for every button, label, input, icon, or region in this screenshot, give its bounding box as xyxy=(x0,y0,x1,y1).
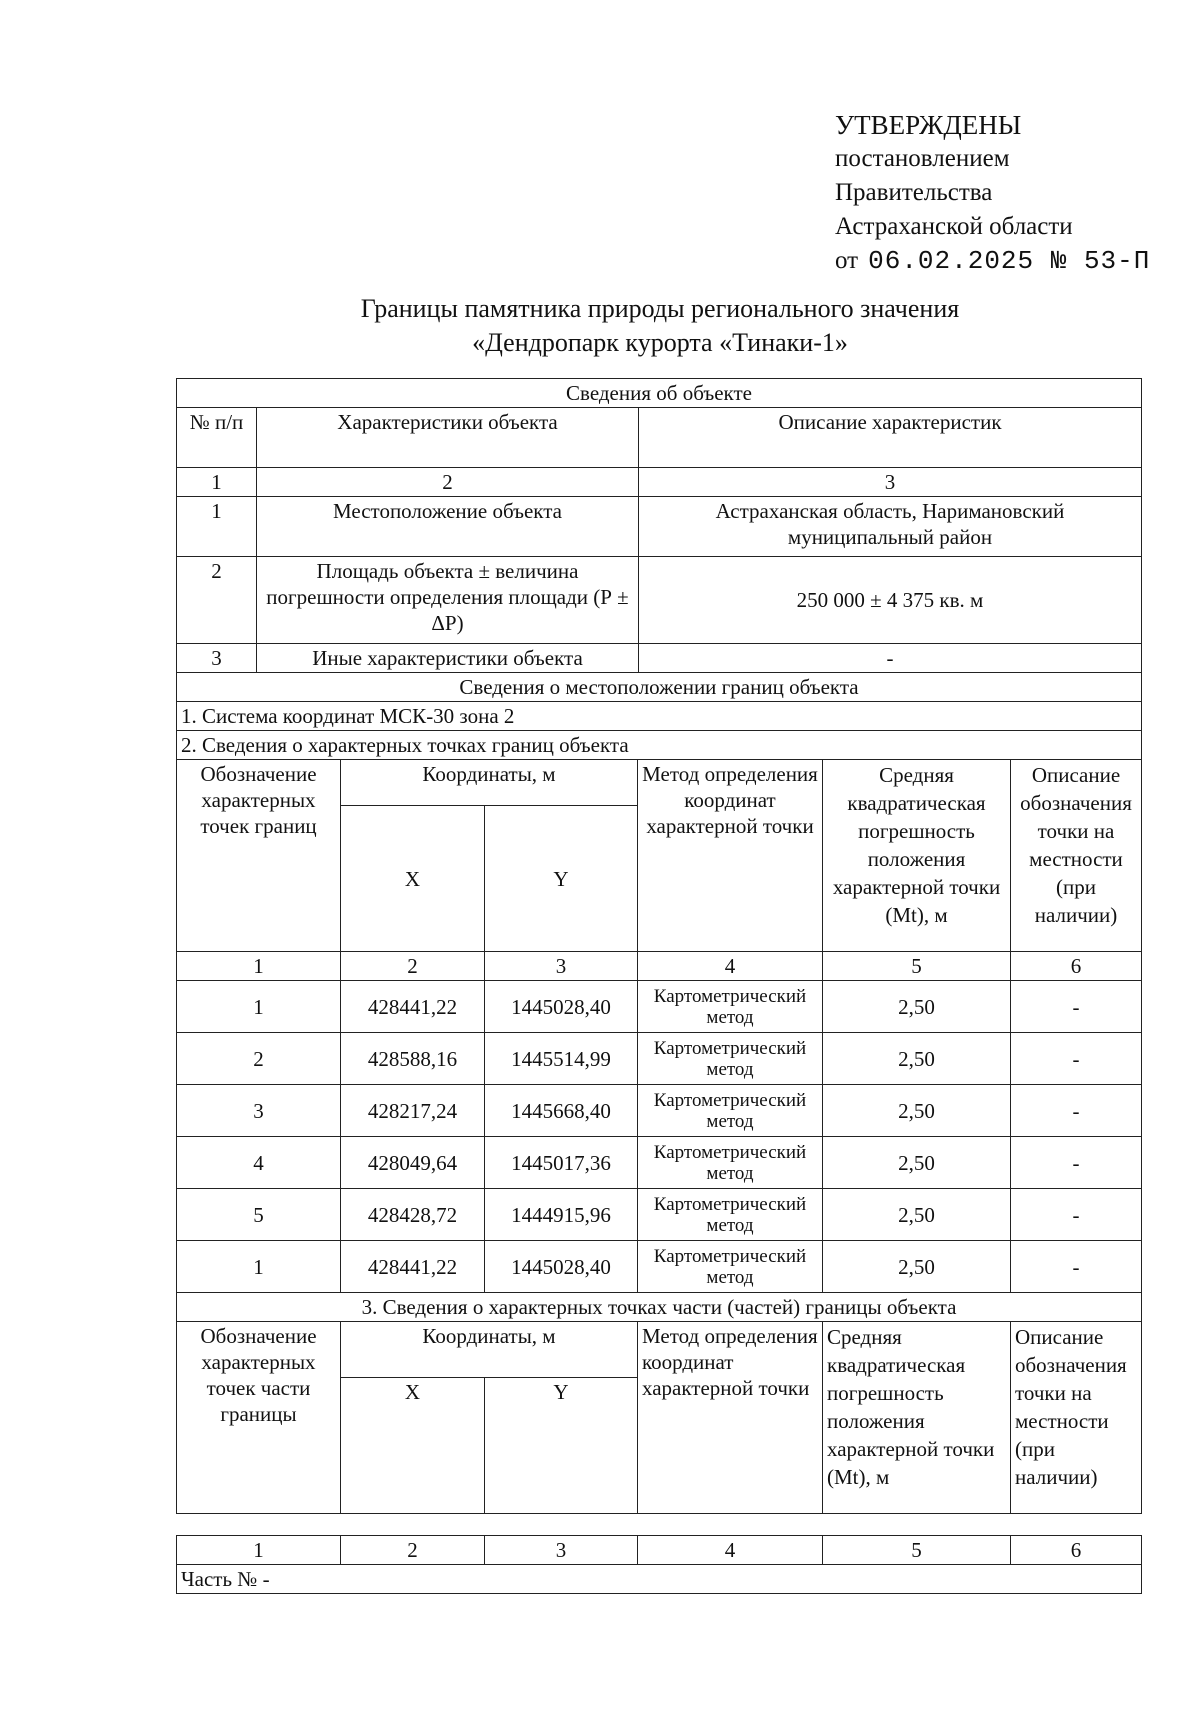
document-title xyxy=(300,292,1020,360)
point-error: 2,50 xyxy=(823,1137,1011,1189)
point-x: 428428,72 xyxy=(341,1189,485,1241)
point-description: - xyxy=(1011,1189,1142,1241)
coordinate-system: 1. Система координат МСК-30 зона 2 xyxy=(177,702,1142,731)
document-title-line-1: Границы памятника природы регионального значения xyxy=(360,294,960,323)
approval-stamp xyxy=(835,108,1150,278)
point-description: - xyxy=(1011,1033,1142,1085)
part-section-title: 3. Сведения о характерных точках части (частей) границы объекта xyxy=(177,1293,1142,1322)
num-cell: 5 xyxy=(823,1536,1011,1565)
point-description: - xyxy=(1011,1085,1142,1137)
point-id: 3 xyxy=(177,1085,341,1137)
point-method: Картометрический метод xyxy=(638,1189,823,1241)
object-header-block xyxy=(176,378,1142,468)
col-header-characteristics: Характеристики объекта xyxy=(257,408,639,468)
characteristic-value: Астраханская область, Наримановский муниципальный район xyxy=(639,497,1142,557)
point-y: 1445017,36 xyxy=(485,1137,638,1189)
num-cell: 1 xyxy=(177,468,257,497)
points-section-title: 2. Сведения о характерных точках границ объекта xyxy=(177,731,1142,760)
object-section-title: Сведения об объекте xyxy=(177,379,1142,408)
header-x: X xyxy=(341,806,485,952)
point-id: 1 xyxy=(177,981,341,1033)
num-cell: 2 xyxy=(341,1536,485,1565)
point-id: 1 xyxy=(177,1241,341,1293)
point-id: 5 xyxy=(177,1189,341,1241)
point-description: - xyxy=(1011,981,1142,1033)
table-row xyxy=(177,1241,1142,1293)
point-error: 2,50 xyxy=(823,1033,1011,1085)
point-y: 1445028,40 xyxy=(485,1241,638,1293)
object-header-table xyxy=(176,378,1142,468)
num-cell: 4 xyxy=(638,952,823,981)
header-description: Описание обозначения точки на местности (при наличии) xyxy=(1011,760,1142,952)
num-cell: 1 xyxy=(177,952,341,981)
row-no: 3 xyxy=(177,644,257,673)
part-label: Часть № - xyxy=(177,1565,1142,1594)
characteristic-name: Местоположение объекта xyxy=(257,497,639,557)
table-row xyxy=(177,981,1142,1033)
num-cell: 2 xyxy=(341,952,485,981)
num-cell: 6 xyxy=(1011,1536,1142,1565)
characteristic-value: - xyxy=(639,644,1142,673)
point-y: 1445028,40 xyxy=(485,981,638,1033)
header-coordinates: Координаты, м xyxy=(341,760,638,806)
point-x: 428588,16 xyxy=(341,1033,485,1085)
num-cell: 6 xyxy=(1011,952,1142,981)
part-header-x: X xyxy=(341,1378,485,1514)
boundary-points-table xyxy=(176,672,1142,1514)
col-header-no: № п/п xyxy=(177,408,257,468)
part-header-designation: Обозначение характерных точек части границы xyxy=(177,1322,341,1514)
point-error: 2,50 xyxy=(823,1085,1011,1137)
header-designation: Обозначение характерных точек границ xyxy=(177,760,341,952)
point-method: Картометрический метод xyxy=(638,1033,823,1085)
part-header-error: Средняя квадратическая погрешность положения характерной точки (Mt), м xyxy=(823,1322,1011,1514)
object-characteristics-table xyxy=(176,467,1142,673)
characteristic-name: Площадь объекта ± величина погрешности определения площади (Р ± ΔР) xyxy=(257,557,639,644)
num-cell: 3 xyxy=(639,468,1142,497)
table-row xyxy=(177,1085,1142,1137)
col-header-description: Описание характеристик xyxy=(639,408,1142,468)
num-cell: 1 xyxy=(177,1536,341,1565)
point-y: 1445514,99 xyxy=(485,1033,638,1085)
table-row xyxy=(177,1189,1142,1241)
point-description: - xyxy=(1011,1137,1142,1189)
approval-title: УТВЕРЖДЕНЫ xyxy=(835,110,1022,140)
point-x: 428217,24 xyxy=(341,1085,485,1137)
point-id: 4 xyxy=(177,1137,341,1189)
header-y: Y xyxy=(485,806,638,952)
table-row xyxy=(177,497,1142,557)
header-method: Метод определения координат характерной точки xyxy=(638,760,823,952)
point-method: Картометрический метод xyxy=(638,1241,823,1293)
point-error: 2,50 xyxy=(823,981,1011,1033)
point-x: 428049,64 xyxy=(341,1137,485,1189)
num-cell: 2 xyxy=(257,468,639,497)
approval-ruling: 06.02.2025 № 53-П xyxy=(868,246,1151,276)
num-cell: 3 xyxy=(485,1536,638,1565)
num-cell: 4 xyxy=(638,1536,823,1565)
part-header-description: Описание обозначения точки на местности (при наличии) xyxy=(1011,1322,1142,1514)
boundary-section-title: Сведения о местоположении границ объекта xyxy=(177,673,1142,702)
approval-date-prefix: от xyxy=(835,247,859,274)
approval-line-2: Правительства xyxy=(835,179,993,206)
part-footer-block xyxy=(176,1535,1142,1594)
point-y: 1444915,96 xyxy=(485,1189,638,1241)
point-y: 1445668,40 xyxy=(485,1085,638,1137)
point-x: 428441,22 xyxy=(341,1241,485,1293)
point-method: Картометрический метод xyxy=(638,1137,823,1189)
table-row xyxy=(177,644,1142,673)
document-title-line-2: «Дендропарк курорта «Тинаки-1» xyxy=(472,328,848,357)
part-header-y: Y xyxy=(485,1378,638,1514)
num-cell: 3 xyxy=(485,952,638,981)
characteristic-name: Иные характеристики объекта xyxy=(257,644,639,673)
num-cell: 5 xyxy=(823,952,1011,981)
part-header-method: Метод определения координат характерной точки xyxy=(638,1322,823,1514)
point-method: Картометрический метод xyxy=(638,1085,823,1137)
approval-line-3: Астраханской области xyxy=(835,213,1073,240)
point-error: 2,50 xyxy=(823,1189,1011,1241)
point-error: 2,50 xyxy=(823,1241,1011,1293)
characteristic-value: 250 000 ± 4 375 кв. м xyxy=(639,557,1142,644)
table-row xyxy=(177,557,1142,644)
row-no: 2 xyxy=(177,557,257,644)
header-error: Средняя квадратическая погрешность положения характерной точки (Mt), м xyxy=(823,760,1011,952)
approval-line-1: постановлением xyxy=(835,145,1010,172)
object-details-block xyxy=(176,467,1142,1514)
point-id: 2 xyxy=(177,1033,341,1085)
point-method: Картометрический метод xyxy=(638,981,823,1033)
table-row xyxy=(177,1033,1142,1085)
table-row xyxy=(177,1137,1142,1189)
point-description: - xyxy=(1011,1241,1142,1293)
part-header-coordinates: Координаты, м xyxy=(341,1322,638,1378)
row-no: 1 xyxy=(177,497,257,557)
point-x: 428441,22 xyxy=(341,981,485,1033)
approval-date-line xyxy=(835,244,1150,278)
part-footer-table xyxy=(176,1535,1142,1594)
